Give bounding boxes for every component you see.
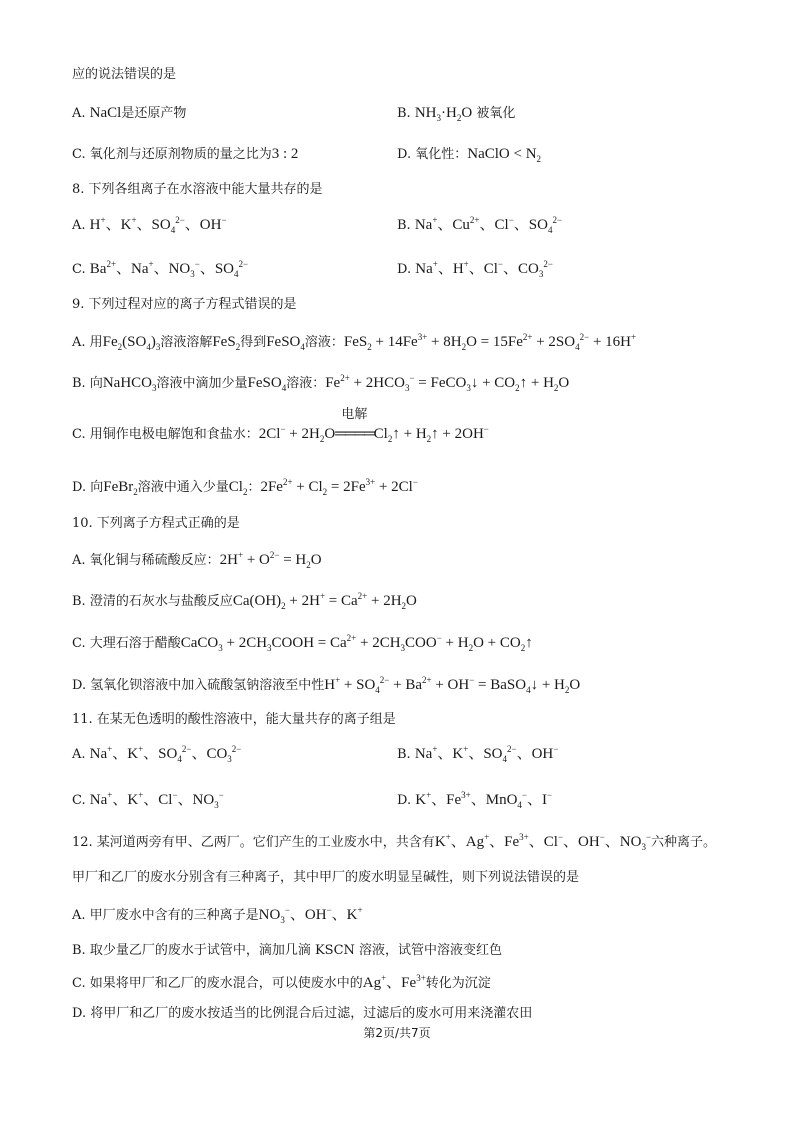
question-10: 10. 下列离子方程式正确的是 [72, 516, 240, 531]
option-12d: D. 将甲厂和乙厂的废水按适当的比例混合后过滤，过滤后的废水可用来浇灌农田 [72, 1006, 533, 1021]
option-9b: B. 向NaHCO$_3$溶液中滴加少量FeSO$_4$溶液：$Fe^{2+} + 2HCO_3^-$ = FeCO$_3$↓ + $CO_2↑ + H_2O$ [72, 373, 570, 393]
option-12c: C. 如果将甲厂和乙厂的废水混合，可以使废水中的Ag+、$Fe^{3+}$转化为沉淀 [72, 973, 491, 991]
page-footer: 第2页/共7页 [363, 1026, 431, 1040]
option-7b: B. $NH_3\cdot H_2O$ 被氧化 [397, 105, 516, 123]
question-8: 8. 下列各组离子在水溶液中能大量共存的是 [72, 182, 323, 197]
option-12b: B. 取少量乙厂的废水于试管中，滴加几滴 KSCN 溶液，试管中溶液变红色 [72, 943, 503, 958]
option-8b: B. Na+、$Cu^{2+}$、Cl−、$SO_4^{2-}$ [397, 215, 563, 235]
option-10a: A. 氧化铜与稀硫酸反应：$2H^+ + O^{2-} = H_2O$ [72, 550, 322, 570]
option-11a: A. Na+、K+、$SO_4^{2-}$、$CO_3^{2-}$ [72, 744, 242, 764]
text-line: 应的说法错误的是 [72, 67, 177, 82]
question-12: 12. 某河道两旁有甲、乙两厂。它们产生的工业废水中，共含有K+、Ag+、$Fe^{3+}$、Cl−、OH−、$NO_3^-$六种离子。 [72, 832, 717, 852]
option-8d: D. Na+、H+、Cl−、$CO_3^{2-}$ [397, 259, 553, 279]
option-7c: C. 氧化剂与还原剂物质的量之比为3 : 2 [72, 146, 299, 162]
option-11c: C. Na+、K+、Cl−、$NO_3^-$ [72, 790, 224, 810]
option-10c: C. 大理石溶于醋酸CaCO$_3$ + $2CH_3COOH = Ca^{2+} + 2CH_3COO^- + H_2O$ + $CO_2↑$ [72, 633, 533, 653]
option-9a: A. 用$Fe_2(SO_4)_3$溶液溶解FeS$_2$得到FeSO$_4$溶液：$FeS_2 + 14Fe^{3+} + 8H_2O = 15Fe^{2+} + 2SO_4^{2-} + 16H^+$ [72, 332, 637, 352]
option-8a: A. H+、K+、$SO_4^{2-}$、OH− [72, 215, 227, 235]
option-8c: C. $Ba^{2+}$、Na+、$NO_3^-$、$SO_4^{2-}$ [72, 259, 249, 279]
option-7a: A. NaCl是还原产物 [72, 105, 187, 121]
question-12-line2: 甲厂和乙厂的废水分别含有三种离子，其中甲厂的废水明显呈碱性，则下列说法错误的是 [72, 870, 580, 885]
option-12a: A. 甲厂废水中含有的三种离子是$NO_3^-$、OH−、K+ [72, 905, 363, 925]
option-10b: B. 澄清的石灰水与盐酸反应$Ca(OH)_2 + 2H^+ = Ca^{2+} + 2H_2O$ [72, 591, 417, 611]
option-9d: D. 向FeBr$_2$溶液中通入少量$Cl_2$：$2Fe^{2+} + Cl_2 = 2Fe^{3+} + 2Cl^-$ [72, 477, 418, 497]
option-11d: D. K+、$Fe^{3+}$、MnO$_4$−、I− [397, 790, 553, 810]
question-9: 9. 下列过程对应的离子方程式错误的是 [72, 297, 297, 312]
question-11: 11. 在某无色透明的酸性溶液中，能大量共存的离子组是 [72, 712, 396, 727]
option-11b: B. Na+、K+、$SO_4^{2-}$、OH− [397, 744, 559, 764]
option-9c: C. 用铜作电极电解饱和食盐水：$2Cl^- + 2H_2O$ 电解 $════Cl_2↑$ + $H_2↑ + 2OH^-$ [72, 407, 489, 444]
option-7d: D. 氧化性：NaClO < $N_2$ [397, 146, 542, 164]
option-10d: D. 氢氧化钡溶液中加入硫酸氢钠溶液至中性$H^+ + SO_4^{2-} + Ba^{2+} + OH^-$ = BaSO$_4$↓ + $H_2O$ [72, 675, 581, 695]
